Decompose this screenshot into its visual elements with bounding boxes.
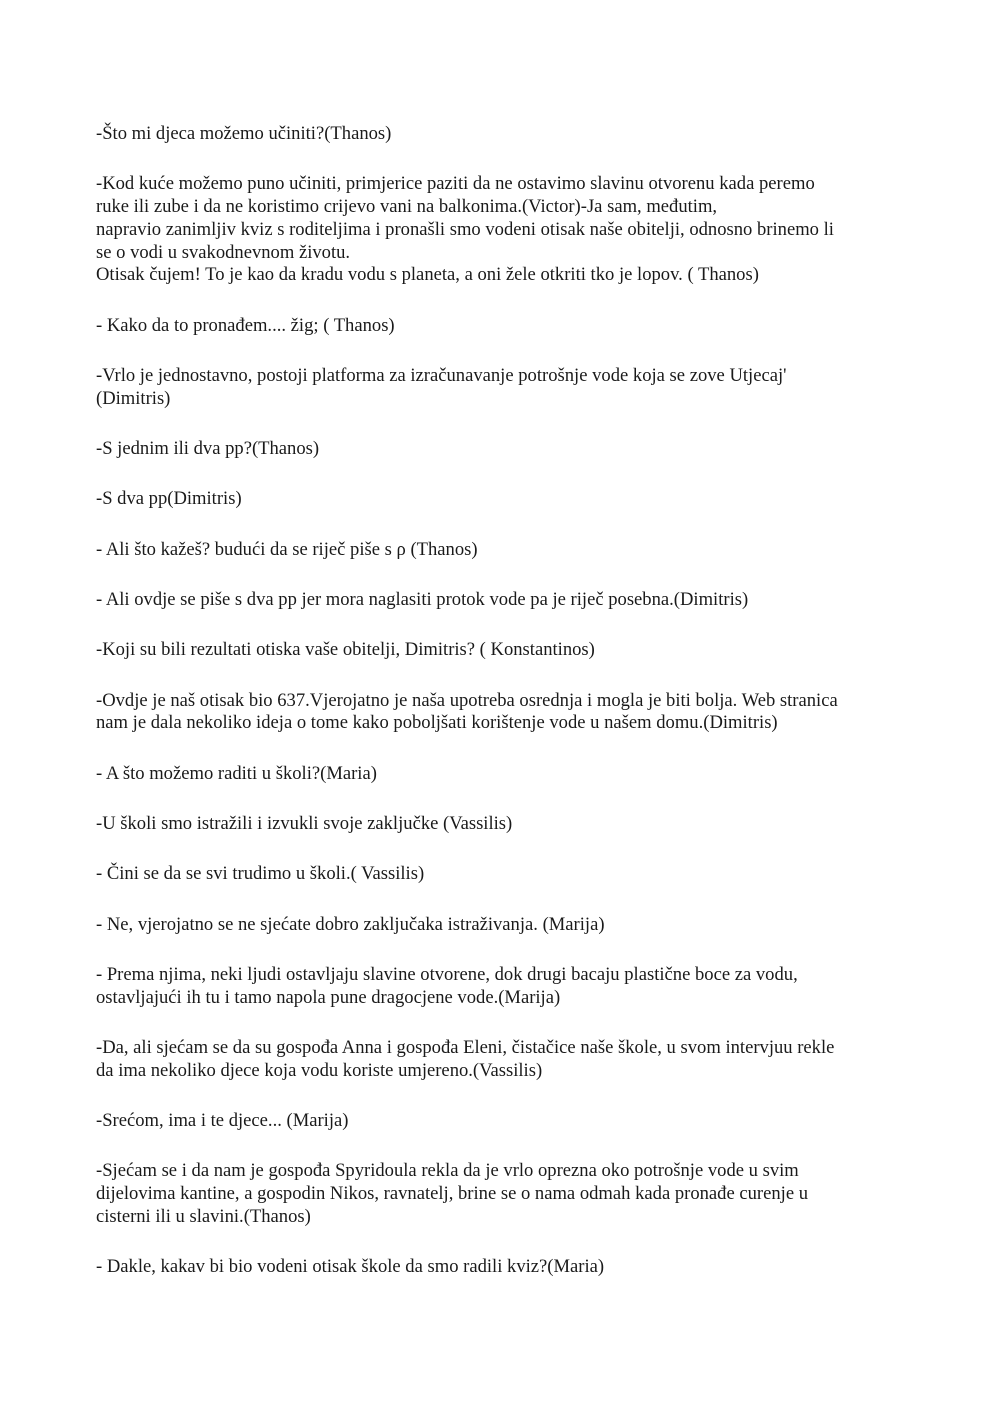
paragraph: -Sjećam se i da nam je gospođa Spyridoula rekla da je vrlo oprezna oko potrošnje vode u svim dijelovima kantine, a gospodin Nikos, ravnatelj, brine se o nama odmah kada pronađe curenje u cisterni ili u slavini.(Thanos) — [96, 1160, 809, 1228]
paragraph: - A što možemo raditi u školi?(Maria) — [96, 762, 377, 784]
paragraph: -Kod kuće možemo puno učiniti, primjerice paziti da ne ostavimo slavinu otvorenu kada peremo ruke ili zube i da ne koristimo crijevo vani na balkonima.(Victor)-Ja sam, međutim, napravio zanimljiv kviz s roditeljima i pronašli smo vodeni otisak naše obitelji, odnosno brinemo li se o vodi u svakodnevnom životu. Otisak čujem! To je kao da kradu vodu s planeta, a oni žele otkriti tko je lopov. ( Thanos) — [96, 173, 834, 286]
paragraph: - Čini se da se svi trudimo u školi.( Vassilis) — [96, 863, 425, 885]
paragraph: -Srećom, ima i te djece... (Marija) — [96, 1110, 349, 1132]
paragraph: - Dakle, kakav bi bio vodeni otisak škole da smo radili kviz?(Maria) — [96, 1256, 605, 1278]
paragraph: -S jednim ili dva pp?(Thanos) — [96, 438, 320, 460]
paragraph: -Ovdje je naš otisak bio 637.Vjerojatno je naša upotreba osrednja i mogla je biti bolja. Web stranica nam je dala nekoliko ideja o tome kako poboljšati korištenje vode u našem domu.(Dimitris) — [96, 689, 838, 734]
paragraph: - Kako da to pronađem.... žig; ( Thanos) — [96, 314, 395, 336]
paragraph: -U školi smo istražili i izvukli svoje zaključke (Vassilis) — [96, 813, 513, 835]
paragraph: -Vrlo je jednostavno, postoji platforma za izračunavanje potrošnje vode koja se zove Utjecaj' (Dimitris) — [96, 365, 787, 409]
paragraph: -Što mi djeca možemo učiniti?(Thanos) — [96, 123, 392, 144]
paragraph: -Koji su bili rezultati otiska vaše obitelji, Dimitris? ( Konstantinos) — [96, 639, 595, 661]
paragraph: - Prema njima, neki ljudi ostavljaju slavine otvorene, dok drugi bacaju plastične boce za vodu, ostavljajući ih tu i tamo napola pune dragocjene vode.(Marija) — [96, 963, 798, 1008]
paragraph: -S dva pp(Dimitris) — [96, 488, 242, 510]
paragraph: - Ne, vjerojatno se ne sjećate dobro zaključaka istraživanja. (Marija) — [96, 913, 605, 935]
paragraph: - Ali ovdje se piše s dva pp jer mora naglasiti protok vode pa je riječ posebna.(Dimitris) — [96, 589, 749, 611]
paragraph: - Ali što kažeš? budući da se riječ piše s ρ (Thanos) — [96, 538, 478, 560]
paragraph: -Da, ali sjećam se da su gospođa Anna i gospođa Eleni, čistačice naše škole, u svom intervjuu rekle da ima nekoliko djece koja vodu koriste umjereno.(Vassilis) — [96, 1037, 835, 1081]
document-body — [96, 123, 916, 1307]
